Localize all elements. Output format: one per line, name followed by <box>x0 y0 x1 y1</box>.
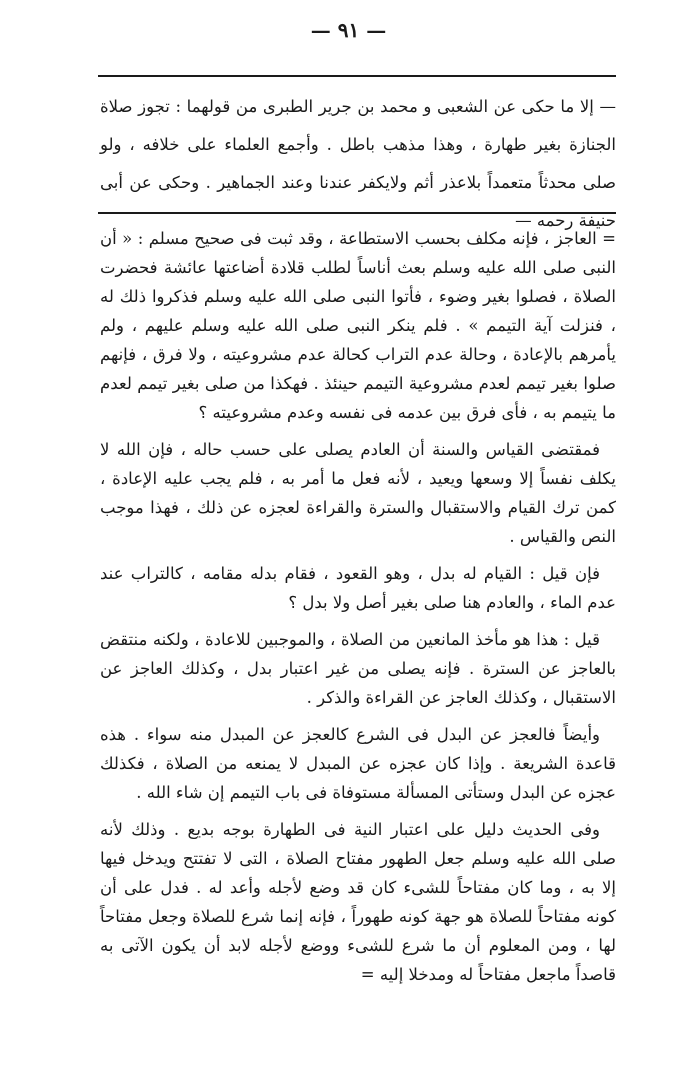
paragraph: = العاجز ، فإنه مكلف بحسب الاستطاعة ، وقد ثبت فى صحيح مسلم : « أن النبى صلى الله عليه وسلم بعث أناساً لطلب قلادة أضاعتها عائشة فحضرت الصلاة ، فصلوا بغير وضوء ، فأتوا النبى صلى الله عليه وسلم فذكروا ذلك له ، فنزلت آية التيمم » . فلم ينكر النبى صلى الله عليه وسلم عليهم ، ولم يأمرهم بالإعادة ، وحالة عدم التراب كحالة عدم مشروعيته ، ولا فرق ، فإنهم صلوا بغير تيمم لعدم مشروعية التيمم حينئذ . فهكذا من صلى بغير تيمم لعدم ما يتيمم به ، فأى فرق بين عدمه فى نفسه وعدم مشروعيته ؟ <box>100 229 616 422</box>
footnote-divider <box>98 212 616 214</box>
paragraph: قيل : هذا هو مأخذ المانعين من الصلاة ، والموجبين للاعادة ، ولكنه منتقض بالعاجز عن السترة . فإنه يصلى من غير اعتبار بدل ، وكذلك العاجز عن الاستقبال ، وكذلك العاجز عن القراءة والذكر . <box>100 630 616 707</box>
top-divider <box>98 75 616 77</box>
main-text <box>100 224 616 997</box>
paragraph: فإن قيل : القيام له بدل ، وهو القعود ، فقام بدله مقامه ، كالتراب عند عدم الماء ، والعادم هنا صلى بغير أصل ولا بدل ؟ <box>100 564 616 612</box>
paragraph: وأيضاً فالعجز عن البدل فى الشرع كالعجز عن المبدل منه سواء . هذه قاعدة الشريعة . وإذا كان عجزه عن المبدل لا يمنعه من الصلاة ، فكذلك عجزه عن البدل وستأتى المسألة مستوفاة فى باب التيمم إن شاء الله . <box>100 725 616 802</box>
paragraph: وفى الحديث دليل على اعتبار النية فى الطهارة بوجه بديع . وذلك لأنه صلى الله عليه وسلم جعل الطهور مفتاح الصلاة ، التى لا تفتتح ويدخل فيها إلا به ، وما كان مفتاحاً للشىء كان قد وضع لأجله وأعد له . فدل على أن كونه مفتاحاً للصلاة هو جهة كونه طهوراً ، فإنه إنما شرع للصلاة وجعل مفتاحاً لها ، ومن المعلوم أن ما شرع للشىء ووضع لأجله لابد أن يكون الآتى به قاصداً ماجعل مفتاحاً له ومدخلا إليه = <box>100 820 616 984</box>
footnote-text: — إلا ما حكى عن الشعبى و محمد بن جرير الطبرى من قولهما : تجوز صلاة الجنازة بغير طهارة ، وهذا مذهب باطل . وأجمع العلماء على خلافه ، ولو صلى محدثاً متعمداً بلاعذر أثم ولايكفر عندنا وعند الجماهير . وحكى عن أبى حنيفة رحمه — <box>100 97 616 230</box>
paragraph: فمقتضى القياس والسنة أن العادم يصلى على حسب حاله ، فإن الله لا يكلف نفساً إلا وسعها ويعيد ، لأنه فعل ما أمر به ، فلم يجب عليه الإعادة ، كمن ترك القيام والاستقبال والسترة والقراءة لعجزه عن ذلك ، فهذا موجب النص والقياس . <box>100 440 616 546</box>
page-number: — ٩١ — <box>310 18 387 42</box>
footnote-continuation <box>100 88 616 240</box>
